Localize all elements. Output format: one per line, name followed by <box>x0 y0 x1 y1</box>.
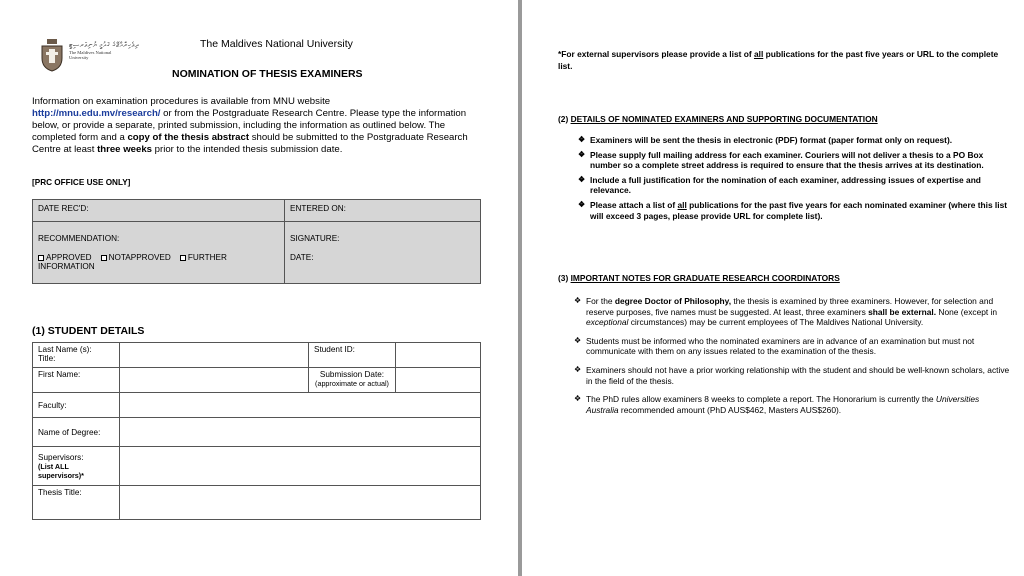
supervisors-label-cell <box>33 447 120 486</box>
title-label: Title: <box>38 354 56 363</box>
intro-text2: or from the Postgraduate Research Centre. Please type the information below, or provide a separate, printed submission, including the information as outlined below. The completed form and a <box>32 108 467 143</box>
supervisors-note: (List ALL supervisors)* <box>38 461 84 480</box>
student-id-label: Student ID: <box>314 345 355 354</box>
signature-label: SIGNATURE: <box>290 234 340 243</box>
intro-text3: should be submitted to the Postgraduate Research Centre at least <box>32 132 468 155</box>
logo-english-1: The Maldives National <box>69 50 112 55</box>
first-name-label: First Name: <box>38 370 81 379</box>
logo-english-2: University <box>69 55 89 60</box>
intro-line1: Information on examination procedures is available from MNU website <box>32 96 331 107</box>
list-item: ❖ For the degree Doctor of Philosophy, the thesis is examined by three examiners. However, for selection and reserve purposes, five names must be suggested. At least, three examiners shall be external. None (except in exceptional circumstances) may be current employees of The Maldives National University. <box>574 296 998 328</box>
thesis-title-label: Thesis Title: <box>38 488 82 497</box>
date-recd-label: DATE REC'D: <box>38 204 89 213</box>
section-2-list <box>578 135 1008 225</box>
not-approved-checkbox[interactable] <box>101 255 107 261</box>
list-item: ❖ The PhD rules allow examiners 8 weeks to complete a report. The Honorarium is currently the Universities Australia recommended amount (PhD AUS$462, Masters AUS$260). <box>574 394 980 415</box>
university-crest-icon <box>38 38 66 72</box>
section-3-list <box>574 296 1010 423</box>
section-2-heading: DETAILS OF NOMINATED EXAMINERS AND SUPPORTING DOCUMENTATION <box>570 114 878 124</box>
diamond-bullet-icon: ❖ <box>578 174 586 184</box>
logo-dhivehi: ދިވެހިރާއްޖޭގެ ޤައުމީ ޔުނިވަރސިޓީ <box>69 41 140 49</box>
student-id-input[interactable] <box>396 343 481 368</box>
submission-date-input[interactable] <box>396 368 481 393</box>
faculty-label-cell <box>33 393 120 418</box>
recommendation-label: RECOMMENDATION: <box>38 234 120 243</box>
date-recd-cell[interactable] <box>33 200 285 222</box>
supervisors-input[interactable] <box>120 447 481 486</box>
supervisors-label: Supervisors: <box>38 452 84 462</box>
recommendation-cell <box>33 222 285 284</box>
list-item: ❖ Students must be informed who the nominated examiners are in advance of an examination but must not communicate with them on any issues related to the examination of the thesis. <box>574 335 975 357</box>
further-info-checkbox[interactable] <box>180 255 186 261</box>
note-all: all <box>753 49 764 59</box>
entered-on-cell[interactable] <box>285 200 481 222</box>
list-item: ❖ Please supply full mailing address for each examiner. Couriers will not deliver a thesis to a PO Box number so a complete street address is required to ensure that the thesis arrives at its destination. <box>578 149 984 171</box>
intro-bold1: copy of the thesis abstract <box>127 132 250 143</box>
submission-date-label-cell <box>309 368 396 393</box>
student-id-label-cell <box>309 343 396 368</box>
not-approved-label: NOTAPPROVED <box>108 253 171 262</box>
list-item: ❖ Include a full justification for the nomination of each examiner, addressing issues of expertise and relevance. <box>578 174 981 196</box>
diamond-bullet-icon: ❖ <box>574 296 582 305</box>
list-item: ❖ Examiners will be sent the thesis in electronic (PDF) format (paper format only on request). <box>578 135 953 145</box>
degree-input[interactable] <box>120 418 481 447</box>
prc-office-label: [PRC OFFICE USE ONLY] <box>32 178 131 187</box>
student-details-table <box>32 342 481 520</box>
section-3-title <box>558 273 840 283</box>
thesis-title-input[interactable] <box>120 486 481 520</box>
approved-checkbox[interactable] <box>38 255 44 261</box>
degree-label: Name of Degree: <box>38 427 101 437</box>
degree-label-cell <box>33 418 120 447</box>
first-name-input[interactable] <box>120 368 309 393</box>
list-item: ❖ Please attach a list of all publications for the past five years for each nominated examiner (where this list will exceed 3 pages, please provide URL for complete list). <box>578 199 1008 221</box>
diamond-bullet-icon: ❖ <box>574 335 582 345</box>
student-details-title: (1) STUDENT DETAILS <box>32 325 145 337</box>
logo-text <box>69 41 149 60</box>
form-page-2 <box>522 0 1024 576</box>
diamond-bullet-icon: ❖ <box>574 394 582 404</box>
submission-date-note: (approximate or actual) <box>315 379 389 388</box>
submission-date-label: Submission Date: <box>319 370 385 379</box>
faculty-label: Faculty: <box>38 400 67 410</box>
university-name: The Maldives National University <box>200 38 353 50</box>
diamond-bullet-icon: ❖ <box>578 135 586 144</box>
section-2-title <box>558 114 878 124</box>
thesis-title-label-cell <box>33 486 120 520</box>
diamond-bullet-icon: ❖ <box>574 364 582 374</box>
intro-paragraph <box>32 96 477 156</box>
intro-bold2: three weeks <box>97 144 152 155</box>
section-2-number: (2) <box>558 114 571 124</box>
entered-on-label: ENTERED ON: <box>290 204 346 213</box>
mnu-research-link[interactable]: http://mnu.edu.mv/research/ <box>32 108 161 119</box>
last-name-label: Last Name (s): <box>38 345 92 354</box>
last-name-input[interactable] <box>120 343 309 368</box>
information-label: INFORMATION <box>38 262 95 271</box>
diamond-bullet-icon: ❖ <box>578 149 586 159</box>
intro-text4: prior to the intended thesis submission date. <box>152 144 343 155</box>
section-3-number: (3) <box>558 273 571 283</box>
first-name-label-cell <box>33 368 120 393</box>
approved-label: APPROVED <box>46 253 92 262</box>
faculty-input[interactable] <box>120 393 481 418</box>
date-label: DATE: <box>290 253 314 262</box>
prc-office-table <box>32 199 481 284</box>
section-3-heading: IMPORTANT NOTES FOR GRADUATE RESEARCH COORDINATORS <box>570 273 840 283</box>
diamond-bullet-icon: ❖ <box>578 199 586 209</box>
external-supervisors-note: *For external supervisors please provide a list of all publications for the past five years or URL to the complete list. <box>558 49 999 71</box>
last-name-label-cell <box>33 343 120 368</box>
form-title: NOMINATION OF THESIS EXAMINERS <box>172 68 363 80</box>
list-item: ❖ Examiners should not have a prior working relationship with the student and should be well-known scholars, active in the field of the thesis. <box>574 364 1010 386</box>
signature-cell[interactable] <box>285 222 481 284</box>
further-label: FURTHER <box>187 253 227 262</box>
